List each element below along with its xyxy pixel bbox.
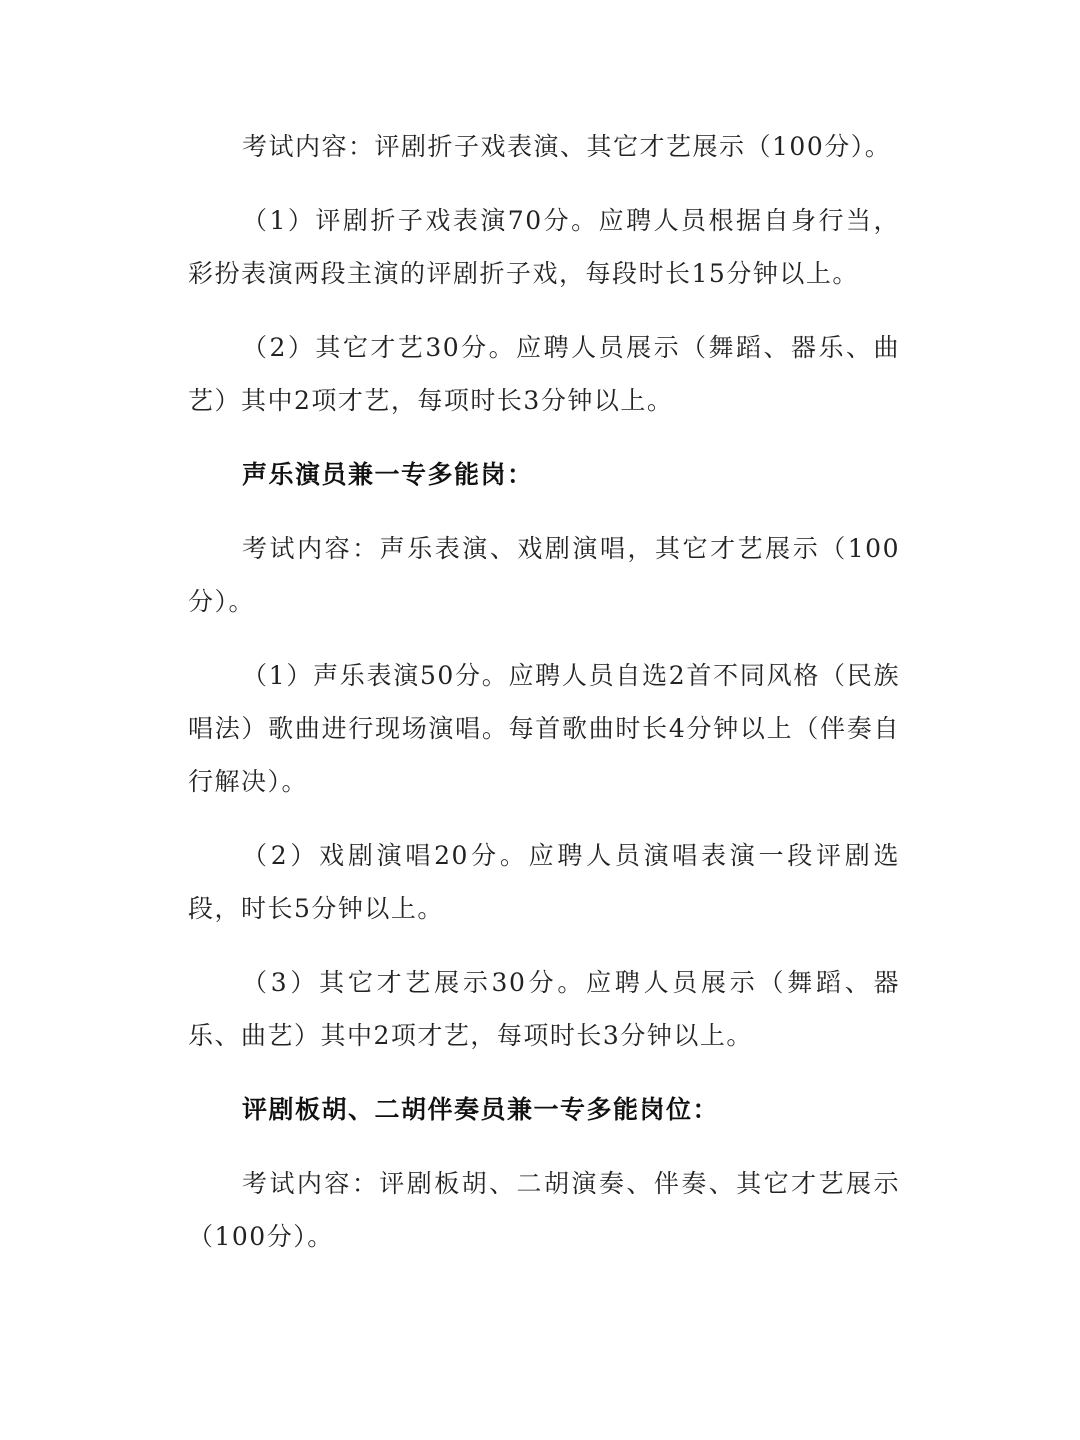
item-3-paragraph: （3）其它才艺展示30分。应聘人员展示（舞蹈、器乐、曲艺）其中2项才艺，每项时长3分钟以上。 bbox=[188, 968, 900, 1050]
item-1-paragraph: （1）评剧折子戏表演70分。应聘人员根据自身行当，彩扮表演两段主演的评剧折子戏，每段时长15分钟以上。 bbox=[188, 206, 900, 288]
item-2-paragraph: （2）戏剧演唱20分。应聘人员演唱表演一段评剧选段，时长5分钟以上。 bbox=[188, 841, 900, 923]
section-heading-vocal: 声乐演员兼一专多能岗： bbox=[242, 460, 534, 489]
item-2-paragraph: （2）其它才艺30分。应聘人员展示（舞蹈、器乐、曲艺）其中2项才艺，每项时长3分钟以上。 bbox=[188, 333, 900, 415]
exam-content-paragraph: 考试内容：声乐表演、戏剧演唱，其它才艺展示（100分）。 bbox=[188, 534, 900, 616]
exam-content-paragraph: 考试内容：评剧折子戏表演、其它才艺展示（100分）。 bbox=[242, 132, 892, 161]
section-heading-accompanist: 评剧板胡、二胡伴奏员兼一专多能岗位： bbox=[242, 1095, 720, 1124]
item-1-paragraph: （1）声乐表演50分。应聘人员自选2首不同风格（民族唱法）歌曲进行现场演唱。每首歌曲时长4分钟以上（伴奏自行解决）。 bbox=[188, 661, 900, 796]
exam-content-paragraph: 考试内容：评剧板胡、二胡演奏、伴奏、其它才艺展示（100分）。 bbox=[188, 1169, 900, 1251]
document-body bbox=[188, 120, 900, 1284]
